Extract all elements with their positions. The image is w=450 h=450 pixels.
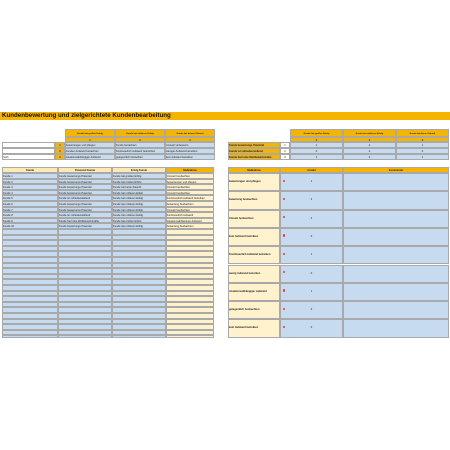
table-row-massnahme[interactable]: Umsatz beobachten (166, 207, 214, 213)
table-row-massnahme[interactable]: Umsatz beobachten (166, 184, 214, 190)
top-right-header-2: Kunde hat mittleren Erfolg (343, 129, 396, 137)
top-left-cell[interactable]: Kunde betrachten (115, 142, 165, 148)
summary-row-count[interactable]: 0 (280, 301, 343, 319)
top-left-cell[interactable]: Kontinuierlich Aufwand betrachten (115, 148, 165, 154)
top-right-header-1: Kunde hat großen Erfolg (290, 129, 343, 137)
empty-row-cell[interactable] (112, 335, 166, 338)
top-left-header-num-3: 3 (165, 137, 215, 142)
summary-row-comment[interactable] (343, 265, 449, 283)
top-right-row-num: 1 (280, 142, 290, 148)
top-left-header-2: Kunde hat mittleren Erfolg (115, 129, 165, 137)
summary-row-count[interactable]: 1 (280, 173, 343, 191)
summary-row-count[interactable]: 4 (280, 191, 343, 209)
top-left-cell[interactable]: kein Aufwand betreiben (165, 154, 215, 160)
summary-row-comment[interactable] (343, 319, 449, 337)
top-right-row-label: Kunde bewertungs Potential (228, 142, 280, 148)
top-left-row-label: hoch (2, 154, 55, 160)
top-left-cell[interactable]: Umsatz verbessern (165, 142, 215, 148)
table-row-potenzial[interactable]: Kunde bewertungs Potential (58, 184, 112, 190)
table-row-erfolg[interactable]: Kunde hat großen Erfolg (112, 173, 166, 179)
top-right-header-3: Kunde hat keine Zukunft (396, 129, 449, 137)
summary-row-count[interactable]: 4 (280, 210, 343, 228)
empty-row-cell[interactable] (58, 335, 112, 338)
table-row-kunde[interactable]: Kunde 3 (2, 184, 58, 190)
table-row-massnahme[interactable]: Kontinuierlich Aufwand (166, 212, 214, 218)
summary-row-label: Umsatz beobachten (228, 210, 280, 228)
top-left-cell[interactable]: weniger Aufwand betreiben (165, 148, 215, 154)
top-right-value-cell[interactable]: 1 (290, 154, 343, 160)
top-right-value-cell[interactable]: 2 (343, 148, 396, 154)
main-header-4: Maßnahme (166, 167, 214, 173)
table-row-potenzial[interactable]: Kunde bewertungs Potential (58, 173, 112, 179)
table-row-kunde[interactable]: Kunde 8 (2, 212, 58, 218)
summary-header-anzahl: Anzahl (280, 167, 343, 173)
summary-row-count[interactable]: 0 (280, 319, 343, 337)
table-row-kunde[interactable]: Kunde 1 (2, 173, 58, 179)
top-right-value-cell[interactable]: 0 (343, 154, 396, 160)
top-left-header-num-1: 1 (65, 137, 115, 142)
top-right-value-cell[interactable]: 4 (343, 142, 396, 148)
top-right-value-cell[interactable]: 1 (396, 142, 449, 148)
top-right-row-label: Kunde ist zufriedenstellend (228, 148, 280, 154)
top-right-header-num-2: 2 (343, 137, 396, 142)
table-row-massnahme[interactable]: bewertung beobachten (166, 223, 214, 229)
summary-row-comment[interactable] (343, 191, 449, 209)
top-right-row-label: Kunde hat hohe Wettbewerbsnähe (228, 154, 280, 160)
main-header-1: Kunde (2, 167, 58, 173)
top-right-row-num: 3 (280, 154, 290, 160)
table-row-erfolg[interactable]: Kunde hat mittleren Erfolg (112, 212, 166, 218)
main-header-2: Potenzial Kunde (58, 167, 112, 173)
table-row-massnahme[interactable]: Kontinuierlich Aufwand betreiben (166, 195, 214, 201)
table-row-potenzial[interactable]: Kunde bewertungs Potential (58, 179, 112, 185)
table-row-kunde[interactable]: Kunde 4 (2, 190, 58, 196)
top-left-header-1: Kunde hat großen Erfolg (65, 129, 115, 137)
summary-row-label: kein Aufwand betreiben (228, 228, 280, 246)
top-right-value-cell[interactable]: 0 (290, 148, 343, 154)
summary-row-count[interactable]: 1 (280, 246, 343, 264)
empty-row-cell[interactable] (2, 335, 58, 338)
table-row-massnahme[interactable]: bewertung beobachten (166, 201, 214, 207)
top-left-cell[interactable]: gelegentlich betrachten (115, 154, 165, 160)
table-row-erfolg[interactable]: Kunde hat großen Erfolg (112, 179, 166, 185)
table-row-potenzial[interactable]: Kunde bewertungs Potential (58, 223, 112, 229)
summary-row-label: bewertung beobachten (228, 191, 280, 209)
summary-row-label: Kontinuierlich Aufwand betreiben (228, 246, 280, 264)
table-row-massnahme[interactable]: bewertungen und pflegen (166, 179, 214, 185)
summary-header-massnahme: Maßnahme (228, 167, 280, 173)
table-row-erfolg[interactable]: Kunde hat mittleren Erfolg (112, 190, 166, 196)
top-left-row-num: 1 (55, 142, 65, 148)
top-right-header-num-3: 3 (396, 137, 449, 142)
table-row-potenzial[interactable]: Kunde bewertungs Potential (58, 190, 112, 196)
summary-row-comment[interactable] (343, 246, 449, 264)
top-right-value-cell[interactable]: 1 (396, 154, 449, 160)
top-right-value-cell[interactable]: 0 (396, 148, 449, 154)
table-row-potenzial[interactable]: Kunde ist zufriedenstellend (58, 212, 112, 218)
top-left-header-num-2: 2 (115, 137, 165, 142)
summary-row-label: situationsabhängiger Aufwand (228, 283, 280, 301)
summary-row-comment[interactable] (343, 173, 449, 191)
top-right-row-num: 2 (280, 148, 290, 154)
table-row-erfolg[interactable]: Kunde hat mittleren Erfolg (112, 201, 166, 207)
table-row-kunde[interactable]: Kunde 2 (2, 179, 58, 185)
summary-row-label: kein Aufwand betreiben (228, 319, 280, 337)
summary-row-count[interactable]: 1 (280, 283, 343, 301)
summary-row-count[interactable]: 0 (280, 228, 343, 246)
table-row-massnahme[interactable]: Umsatz beobachten (166, 173, 214, 179)
table-row-kunde[interactable]: Kunde 9 (2, 218, 58, 224)
table-row-kunde[interactable]: Kunde 7 (2, 207, 58, 213)
table-row-erfolg[interactable]: Kunde hat großen Erfolg (112, 218, 166, 224)
table-row-erfolg[interactable]: Kunde hat keine Zukunft (112, 184, 166, 190)
table-row-kunde[interactable]: Kunde 10 (2, 223, 58, 229)
main-header-3: Erfolg Kunde (112, 167, 166, 173)
table-row-massnahme[interactable]: situationsabhängiger Aufwand (166, 218, 214, 224)
summary-row-label: wenig Aufwand betreiben (228, 265, 280, 283)
top-left-cell[interactable]: bewertungen und pflegen (65, 142, 115, 148)
summary-row-comment[interactable] (343, 210, 449, 228)
sheet-title: Kundenbewertung und zielgerichtete Kundenbearbeitung (2, 112, 171, 119)
top-left-row-num: 3 (55, 154, 65, 160)
table-row-erfolg[interactable]: Kunde hat mittleren Erfolg (112, 207, 166, 213)
top-right-value-cell[interactable]: 1 (290, 142, 343, 148)
summary-row-comment[interactable] (343, 283, 449, 301)
top-left-cell[interactable]: situationsabhängiger Aufwand (65, 154, 115, 160)
empty-row-cell[interactable] (166, 335, 214, 338)
table-row-potenzial[interactable]: Kunde bewertungs Potential (58, 207, 112, 213)
table-row-kunde[interactable]: Kunde 6 (2, 201, 58, 207)
summary-row-comment[interactable] (343, 228, 449, 246)
table-row-massnahme[interactable]: Umsatz beobachten (166, 190, 214, 196)
summary-header-kommentar: Kommentar (343, 167, 449, 173)
table-row-erfolg[interactable]: Kunde hat mittleren Erfolg (112, 195, 166, 201)
top-left-row-num: 2 (55, 148, 65, 154)
table-row-kunde[interactable]: Kunde 5 (2, 195, 58, 201)
summary-row-label: bewertungen und pflegen (228, 173, 280, 191)
summary-row-comment[interactable] (343, 301, 449, 319)
table-row-potenzial[interactable]: Kunde hat hohe Wettbewerbsnähe (58, 218, 112, 224)
table-row-potenzial[interactable]: Kunde ist zufriedenstellend (58, 195, 112, 201)
table-row-potenzial[interactable]: Kunde bewertungs Potential (58, 201, 112, 207)
summary-row-count[interactable]: 0 (280, 265, 343, 283)
top-left-cell[interactable]: Kunden Aufwand betrachten (65, 148, 115, 154)
summary-row-label: gelegentlich beobachten (228, 301, 280, 319)
table-row-erfolg[interactable]: Kunde hat mittleren Erfolg (112, 223, 166, 229)
top-right-header-num-1: 1 (290, 137, 343, 142)
top-left-header-3: Kunde hat keinen Zukunft (165, 129, 215, 137)
